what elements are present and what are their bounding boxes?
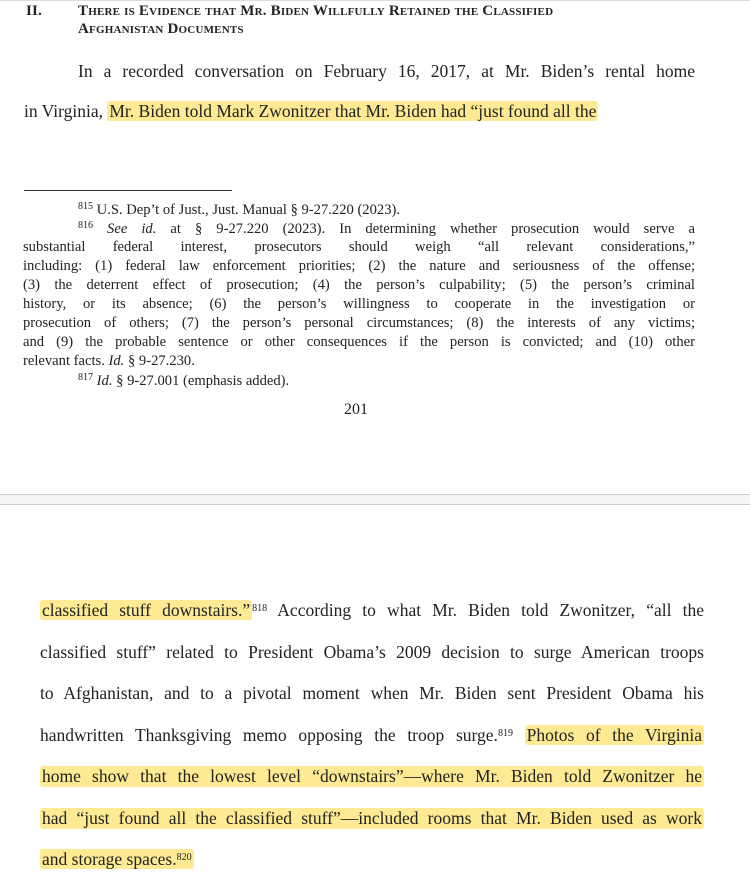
text: relevant facts. (23, 353, 105, 369)
heading-numeral: II. (26, 3, 43, 19)
footnote-line: (3) the deterrent effect of prosecution; (4) the person’s culpability; (5) the person’s criminal (23, 277, 695, 293)
page-number: 201 (344, 401, 368, 418)
text: According to what Mr. Biden told Zwonitzer, “all the (277, 600, 704, 620)
footnote-ref[interactable]: 819 (497, 728, 513, 739)
paragraph-line (40, 725, 704, 746)
text: and storage spaces. (42, 849, 177, 869)
paragraph-line (24, 101, 598, 122)
highlighted-text[interactable]: classified stuff downstairs.” (42, 600, 251, 620)
citation: Id. (108, 353, 125, 369)
footnote-line: history, or its absence; (6) the person’s willingness to cooperate in the investigation or (23, 296, 695, 312)
paragraph-line (40, 766, 704, 787)
highlighted-text[interactable]: had “just found all the classified stuff”—included rooms that Mr. Biden used as work (42, 808, 702, 828)
text: handwritten Thanksgiving memo opposing the troop surge. (40, 725, 498, 745)
footnote-line: including: (1) federal law enforcement priorities; (2) the nature and seriousness of the offense; (23, 258, 695, 274)
footnote-817 (78, 372, 289, 390)
footnote-ref[interactable]: 818 (252, 603, 268, 614)
footnote-line: and (9) the probable sentence or other consequences if the person is convicted; and (10) other (23, 334, 695, 350)
page-separator (0, 494, 750, 505)
paragraph-line: In a recorded conversation on February 16, 2017, at Mr. Biden’s rental home (78, 61, 695, 81)
footnote-line (23, 353, 195, 370)
paragraph-line (40, 808, 704, 829)
paragraph-line (40, 600, 704, 621)
text: in Virginia, (24, 101, 103, 121)
highlighted-text[interactable]: Photos of the Virginia (526, 725, 702, 745)
footnote-text: U.S. Dep’t of Just., Just. Manual § 9-27.220 (2023). (96, 202, 401, 218)
paragraph-line (40, 849, 194, 870)
highlighted-text[interactable]: Mr. Biden told Mark Zwonitzer that Mr. Biden had “just found all the (109, 101, 597, 121)
citation: Id. (96, 373, 113, 389)
citation: See id. (107, 221, 157, 237)
footnote-ref[interactable]: 820 (176, 852, 192, 863)
footnote-number: 815 (78, 201, 93, 212)
footnote-line: prosecution of others; (7) the person’s personal circumstances; (8) the interests of any victims; (23, 315, 695, 331)
footnote-816 (78, 220, 695, 238)
paragraph-line: classified stuff” related to President Obama’s 2009 decision to surge American troops (40, 642, 704, 662)
highlighted-text[interactable] (40, 849, 194, 869)
section-heading-line2: Afghanistan Documents (78, 21, 244, 37)
footnote-line: substantial federal interest, prosecutors should weigh “all relevant considerations,” (23, 239, 695, 255)
footnote-text: § 9-27.001 (emphasis added). (116, 373, 290, 389)
paragraph-line: to Afghanistan, and to a pivotal moment when Mr. Biden sent President Obama his (40, 683, 704, 703)
footnote-text: at § 9-27.220 (2023). In determining whether prosecution would serve a (170, 221, 695, 237)
text: § 9-27.230. (127, 353, 195, 369)
footnote-divider (24, 190, 232, 191)
footnote-815 (78, 201, 400, 219)
footnote-number: 816 (78, 220, 93, 231)
viewer-top-border (0, 0, 750, 1)
section-heading-line1: There is Evidence that Mr. Biden Willfully Retained the Classified (78, 3, 554, 19)
highlighted-text[interactable]: home show that the lowest level “downstairs”—where Mr. Biden told Zwonitzer he (42, 766, 702, 786)
footnote-number: 817 (78, 372, 93, 383)
